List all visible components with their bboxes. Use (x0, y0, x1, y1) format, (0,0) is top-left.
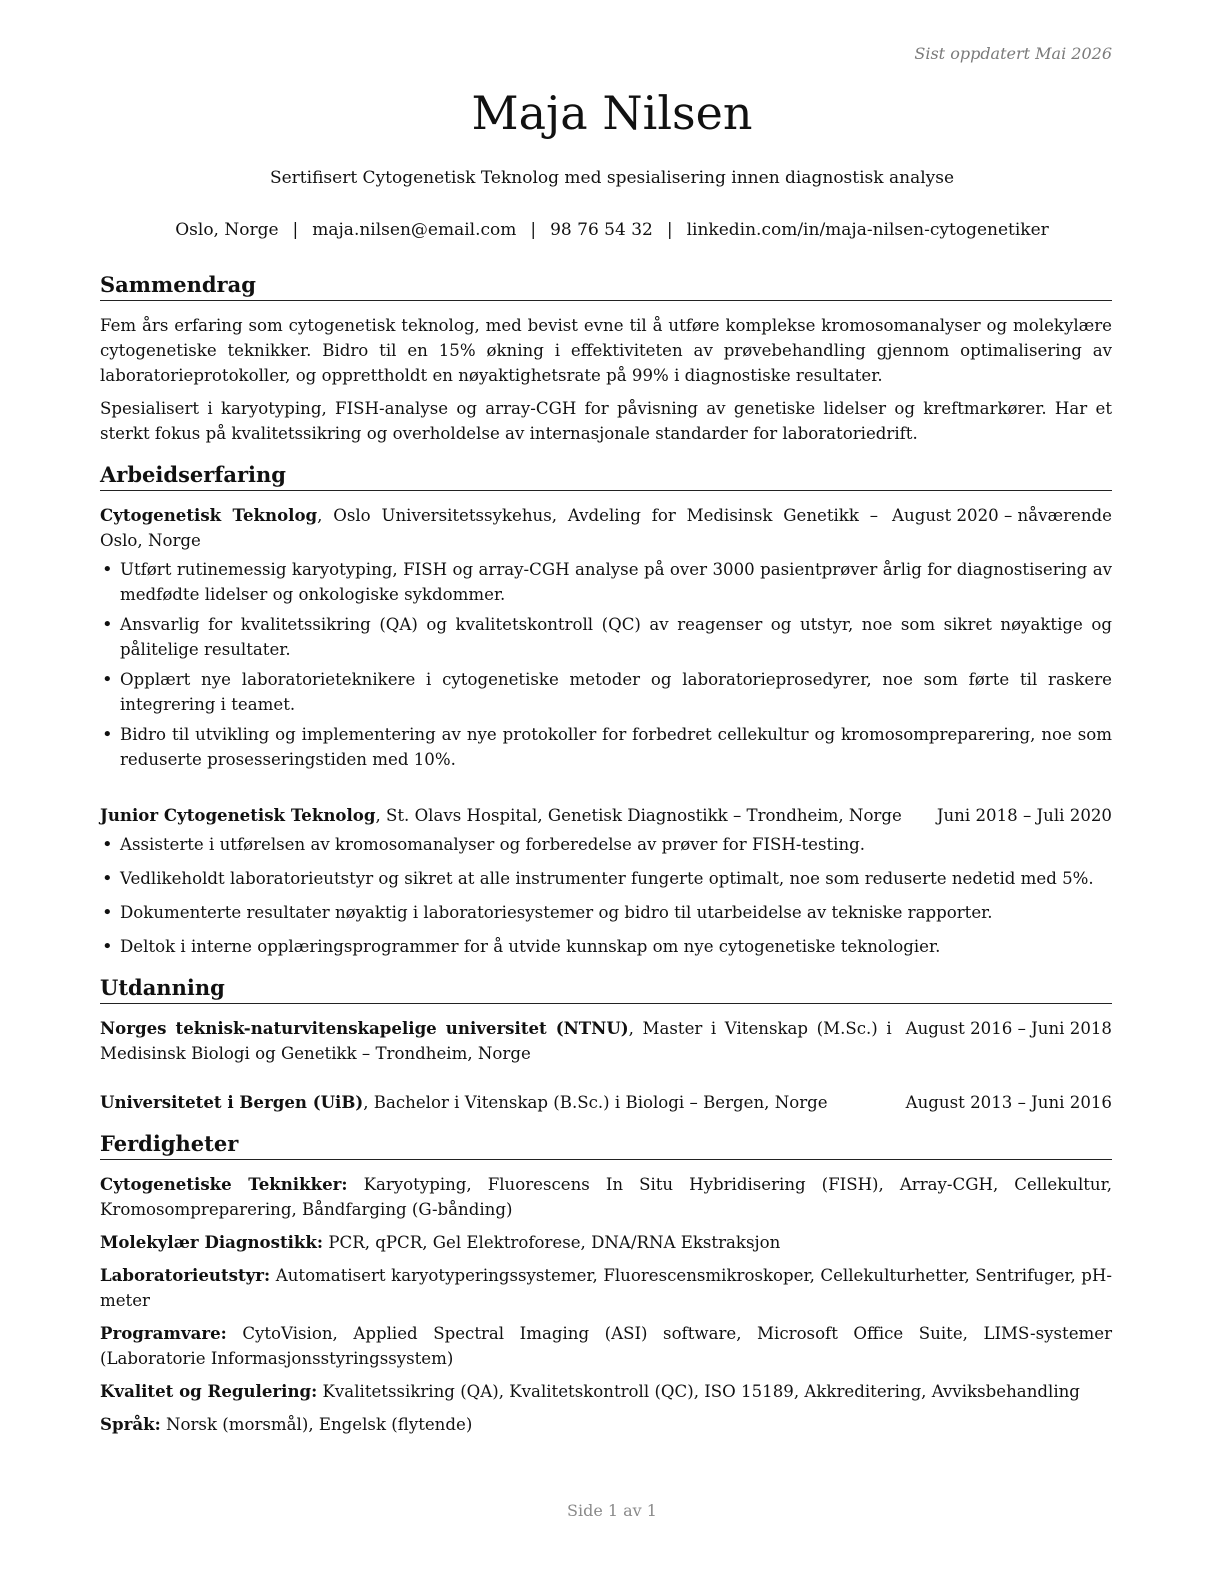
skill-row (100, 1172, 1112, 1222)
job-role: Junior Cytogenetisk Teknolog (100, 805, 376, 825)
skill-label: Cytogenetiske Teknikker: (100, 1174, 348, 1194)
section-title-skills: Ferdigheter (100, 1129, 1112, 1160)
skills-section (100, 1129, 1112, 1437)
summary-paragraph: Spesialisert i karyotyping, FISH-analyse og array-CGH for påvisning av genetiske lidelser og kreftmarkører. Har et sterkt fokus på kvalitetssikring og overholdelse av internasjonale standarder for laboratoriedrift. (100, 399, 1112, 443)
professional-title: Sertifisert Cytogenetisk Teknolog med spesialisering innen diagnostisk analyse (269, 168, 955, 188)
contact-location: Oslo, Norge (175, 220, 279, 240)
last-updated: Sist oppdatert Mai 2026 (914, 44, 1112, 63)
contact-phone: 98 76 54 32 (550, 220, 653, 240)
section-title-summary: Sammendrag (100, 270, 1112, 301)
page-number: Side 1 av 1 (567, 1501, 657, 1520)
skill-label: Språk: (100, 1414, 161, 1434)
education-entry (100, 1090, 1112, 1115)
contact-linkedin[interactable]: linkedin.com/in/maja-nilsen-cytogenetiker (686, 220, 1049, 240)
education-dates: August 2016 – Juni 2018 (905, 1019, 1112, 1038)
skill-label: Kvalitet og Regulering: (100, 1381, 318, 1401)
list-item: • Opplært nye laboratorieteknikere i cytogenetiske metoder og laboratorieprosedyrer, noe som førte til raskere integrering i teamet. (100, 667, 1112, 717)
skill-value: PCR, qPCR, Gel Elektroforese, DNA/RNA Ekstraksjon (323, 1233, 781, 1252)
education-entry (100, 1016, 1112, 1066)
list-item: • Dokumenterte resultater nøyaktig i laboratoriesystemer og bidro til utarbeidelse av tekniske rapporter. (100, 900, 1112, 925)
school-name: Universitetet i Bergen (UiB) (100, 1092, 364, 1112)
skill-value: CytoVision, Applied Spectral Imaging (ASI) software, Microsoft Office Suite, LIMS-systemer (Laboratorie Informasjonsstyringssystem) (100, 1324, 1112, 1368)
education-dates: August 2013 – Juni 2016 (905, 1093, 1112, 1112)
resume-content (100, 270, 1112, 1451)
degree-details: , Master i Vitenskap (M.Sc.) i Medisinsk Biologi og Genetikk – Trondheim, Norge (100, 1019, 892, 1063)
list-item: • Ansvarlig for kvalitetssikring (QA) og kvalitetskontroll (QC) av reagenser og utstyr, noe som sikret nøyaktige og pålitelige resultater. (100, 612, 1112, 662)
experience-section (100, 460, 1112, 959)
section-title-experience: Arbeidserfaring (100, 460, 1112, 491)
list-item: • Deltok i interne opplæringsprogrammer for å utvide kunnskap om nye cytogenetiske teknologier. (100, 934, 1112, 959)
job-header (100, 503, 1112, 553)
skill-row (100, 1412, 1112, 1437)
degree-details: , Bachelor i Vitenskap (B.Sc.) i Biologi – Bergen, Norge (363, 1093, 828, 1112)
skill-row (100, 1263, 1112, 1313)
skill-value: Norsk (morsmål), Engelsk (flytende) (160, 1415, 473, 1434)
education-section (100, 973, 1112, 1115)
job-bullets (100, 832, 1112, 959)
summary-section (100, 270, 1112, 446)
skill-label: Laboratorieutstyr: (100, 1265, 271, 1285)
skill-value: Kvalitetssikring (QA), Kvalitetskontroll (QC), ISO 15189, Akkreditering, Avviksbehandling (317, 1382, 1080, 1401)
list-item: • Bidro til utvikling og implementering av nye protokoller for forbedret cellekultur og kromosompreparering, noe som reduserte prosesseringstiden med 10%. (100, 722, 1112, 772)
list-item: • Vedlikeholdt laboratorieutstyr og sikret at alle instrumenter fungerte optimalt, noe som reduserte nedetid med 5%. (100, 866, 1112, 891)
section-title-education: Utdanning (100, 973, 1112, 1004)
skill-label: Programvare: (100, 1323, 227, 1343)
contact-separator: | (292, 220, 299, 240)
skill-row (100, 1321, 1112, 1371)
job-bullets (100, 557, 1112, 772)
skill-row (100, 1379, 1112, 1404)
list-item: • Utført rutinemessig karyotyping, FISH og array-CGH analyse på over 3000 pasientprøver årlig for diagnostisering av medfødte lidelser og onkologiske sykdommer. (100, 557, 1112, 607)
job-role: Cytogenetisk Teknolog (100, 505, 318, 525)
summary-paragraph: Fem års erfaring som cytogenetisk teknolog, med bevist evne til å utføre komplekse kromosomanalyser og molekylære cytogenetiske teknikker. Bidro til en 15% økning i effektiviteten av prøvebehandling gjennom optimalisering av laboratorieprotokoller, og opprettholdt en nøyaktighetsrate på 99% i diagnostiske resultater. (100, 316, 1112, 385)
contact-separator: | (530, 220, 537, 240)
person-name: Maja Nilsen (471, 86, 753, 140)
skill-label: Molekylær Diagnostikk: (100, 1232, 324, 1252)
contact-separator: | (666, 220, 673, 240)
contact-email[interactable]: maja.nilsen@email.com (312, 220, 517, 240)
job-details: , Oslo Universitetssykehus, Avdeling for Medisinsk Genetikk – Oslo, Norge (100, 506, 879, 550)
skill-row (100, 1230, 1112, 1255)
job-dates: August 2020 – nåværende (892, 506, 1112, 525)
skill-value: Karyotyping, Fluorescens In Situ Hybridisering (FISH), Array-CGH, Cellekultur, Kromosompreparering, Båndfarging (G-bånding) (100, 1175, 1112, 1219)
job-dates: Juni 2018 – Juli 2020 (936, 806, 1112, 825)
skill-value: Automatisert karyotyperingssystemer, Fluorescensmikroskoper, Cellekulturhetter, Sentrifuger, pH-meter (100, 1266, 1112, 1310)
school-name: Norges teknisk-naturvitenskapelige universitet (NTNU) (100, 1018, 629, 1038)
job-header (100, 803, 1112, 828)
list-item: • Assisterte i utførelsen av kromosomanalyser og forberedelse av prøver for FISH-testing. (100, 832, 1112, 857)
contact-line (0, 220, 1224, 240)
job-details: , St. Olavs Hospital, Genetisk Diagnostikk – Trondheim, Norge (375, 806, 902, 825)
